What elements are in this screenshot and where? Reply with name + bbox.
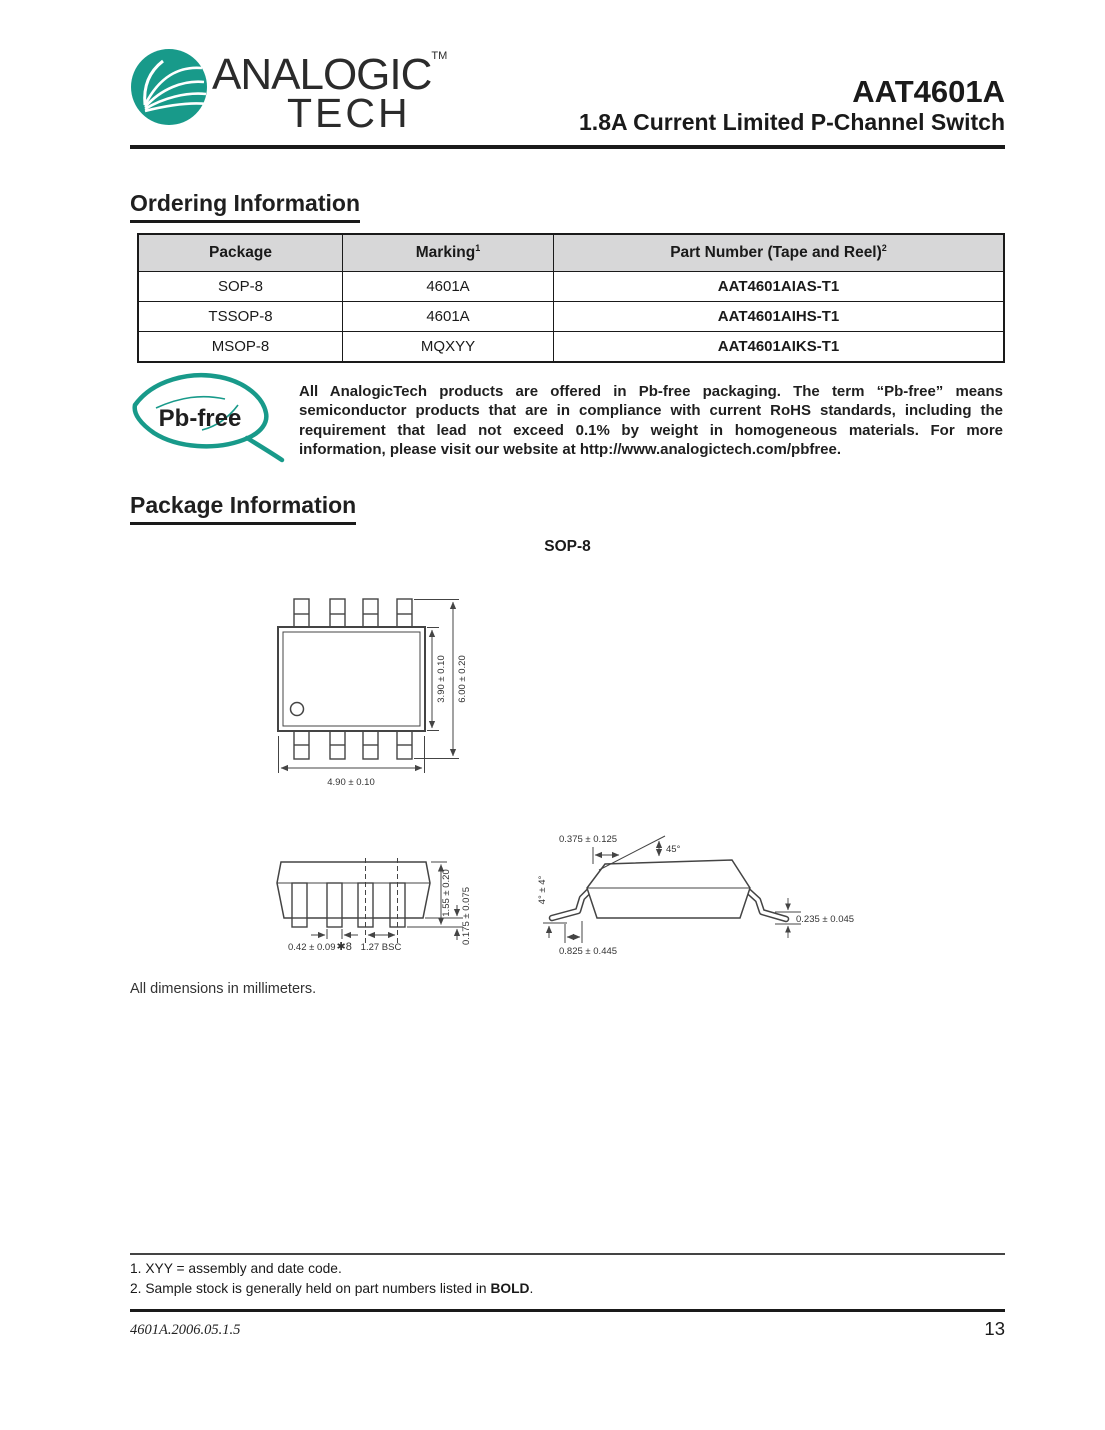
pbfree-paragraph: All AnalogicTech products are offered in Pb-free packaging. The term “Pb-free” means semiconductor products that are in compliance with current RoHS standards, including the requirement that lead not exceed 0.1% by weight in homogeneous materials. For more information, please visit our website at http://www.analogictech.com/pbfree. [299,383,1003,458]
dim-chamfer-angle: 45° [666,844,681,855]
cell-part-number: AAT4601AIHS-T1 [554,302,1005,332]
cell-marking: MQXYY [343,332,554,363]
package-type-label: SOP-8 [544,538,591,555]
dim-body-height: 3.90 ± 0.10 [436,655,447,703]
column-header-marking: Marking$^1$ [343,234,554,272]
dim-lead-angle: 4° ± 4° [537,875,548,905]
pbfree-badge [128,366,286,468]
lead-count-mark: ✱8 [336,941,352,953]
dim-pitch: 1.27 BSC [360,942,402,953]
page-subtitle: 1.8A Current Limited P-Channel Switch [579,109,1005,135]
cell-part-number: AAT4601AIKS-T1 [554,332,1005,363]
table-row [138,272,1004,302]
trademark-symbol: TM [431,50,448,62]
dim-height: 1.55 ± 0.20 [441,869,452,917]
table-header-row [138,234,1004,272]
dim-lead-thickness: 0.235 ± 0.045 [796,914,855,925]
brand-tech: TECH [287,90,411,136]
dim-foot-length: 0.825 ± 0.445 [559,946,618,957]
footnote-2: 2. Sample stock is generally held on part numbers listed in BOLD. [130,1281,534,1296]
pbfree-label: Pb-free [158,405,242,432]
footnote-divider [130,1253,1005,1255]
footnote-1: 1. XYY = assembly and date code. [130,1261,342,1276]
cell-package: TSSOP-8 [138,302,343,332]
page-number: 13 [984,1318,1005,1339]
leaf-logo-icon [129,47,209,127]
column-header-package: Package [138,234,343,272]
sop8-front-view-drawing [255,846,490,971]
column-header-part-number: Part Number (Tape and Reel)$^2$ [554,234,1005,272]
package-information-heading: Package Information [130,492,356,525]
ordering-information-heading: Ordering Information [130,190,360,223]
sop8-top-view-drawing [256,581,506,796]
company-logo [129,47,209,127]
dim-standoff: 0.175 ± 0.075 [461,886,472,946]
sop8-side-view-drawing [535,812,875,972]
dim-lead-width: 0.42 ± 0.09✱8 [288,941,352,953]
footer-divider [130,1309,1005,1312]
table-row [138,332,1004,363]
cell-package: SOP-8 [138,272,343,302]
footnotes [130,1259,1005,1299]
footnote-ref-2: 2 [881,243,887,254]
cell-marking: 4601A [343,302,554,332]
header-divider [130,145,1005,149]
brand-analogic: ANALOGIC [212,50,432,99]
cell-marking: 4601A [343,272,554,302]
cell-part-number: AAT4601AIAS-T1 [554,272,1005,302]
dim-body-width: 4.90 ± 0.10 [327,777,375,788]
cell-package: MSOP-8 [138,332,343,363]
table-row [138,302,1004,332]
dim-overall-height: 6.00 ± 0.20 [457,655,468,703]
footnote-ref-1: 1 [475,243,481,254]
dimensions-note: All dimensions in millimeters. [130,981,317,997]
ordering-table [137,233,1005,363]
document-id: 4601A.2006.05.1.5 [130,1322,241,1338]
pbfree-leaf-icon [128,366,286,468]
page-title: AAT4601A [852,74,1005,109]
dim-top-flat: 0.375 ± 0.125 [559,834,618,845]
